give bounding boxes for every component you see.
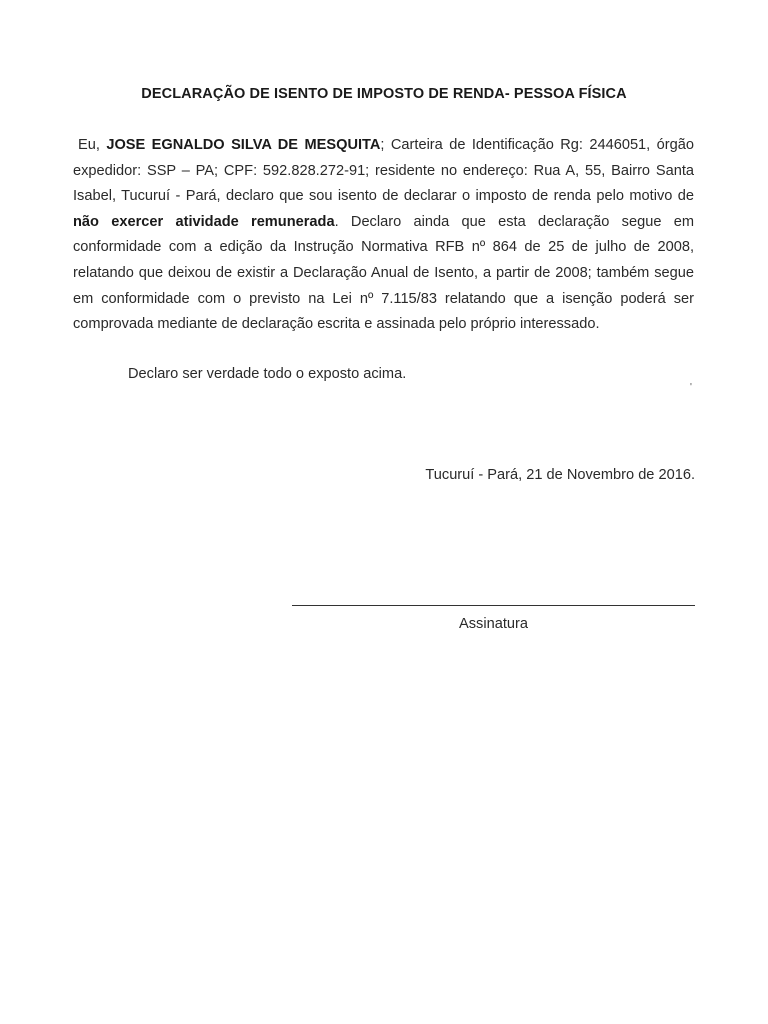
signature-line [292,605,695,606]
signature-label: Assinatura [459,616,528,632]
place-and-date: Tucuruí - Pará, 21 de Novembro de 2016. [425,467,695,483]
intro-text: Eu, [78,137,107,153]
declaration-paragraph [73,133,694,338]
legal-basis-text: . Declaro ainda que esta declaração segue em conformidade com a edição da Instrução Normativa RFB nº 864 de 25 de julho de 2008, relatando que deixou de existir a Declaração Anual de Isento, a partir de 2008; também segue em conformidade com o previsto na Lei nº 7.115/83 relatando que a isenção poderá ser comprovada mediante de declaração escrita e assinada pelo próprio interessado. [73,213,694,333]
stray-mark: ' [690,382,692,393]
document-title: DECLARAÇÃO DE ISENTO DE IMPOSTO DE RENDA- PESSOA FÍSICA [141,86,627,102]
closing-statement: Declaro ser verdade todo o exposto acima. [128,366,407,382]
exemption-reason: não exercer atividade remunerada [73,213,335,230]
declarant-name: JOSE EGNALDO SILVA DE MESQUITA [106,137,381,153]
identification-text: ; Carteira de Identificação Rg: 2446051, órgão expedidor: SSP – PA; CPF: 592.828.272-91; residente no endereço: Rua A, 55, Bairro Santa Isabel, Tucuruí - Pará, declaro que sou isento de declarar o imposto de renda pelo motivo de [73,137,694,205]
